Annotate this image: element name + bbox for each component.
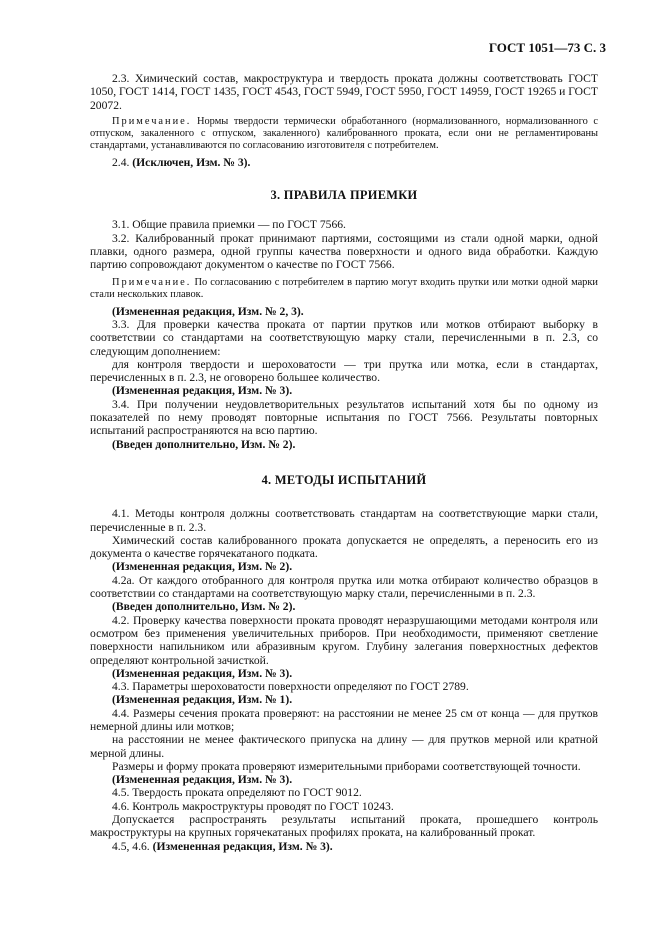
amendment-note: (Исключен, Изм. № 3).: [132, 155, 251, 169]
paragraph-4-2a: 4.2а. От каждого отобранного для контроля прутка или мотка отбирают количество образцов в соответствии со стандартами на соответствующую марку стали, перечисленными в п. 2.3.: [90, 573, 598, 601]
amendment-note: (Измененная редакция, Изм. № 3).: [112, 773, 293, 787]
amendment-note: (Измененная редакция, Изм. № 1).: [112, 693, 293, 707]
section-4-heading: 4. МЕТОДЫ ИСПЫТАНИЙ: [261, 472, 427, 487]
paragraph-number: 2.4.: [112, 155, 133, 169]
amendment-note: (Измененная редакция, Изм. № 3).: [152, 839, 333, 853]
paragraph-3-3: 3.3. Для проверки качества проката от партии прутков или мотков отбирают выборку в соответствии со стандартами на соответствующую марку стали, перечисленными в п. 2.3, со следующим дополнением:: [90, 317, 598, 358]
note-hardness: [90, 116, 598, 152]
paragraph-4-3: 4.3. Параметры шероховатости поверхности определяют по ГОСТ 2789.: [112, 680, 469, 694]
paragraph-4-4-measured: на расстоянии не менее фактического припуска на длину — для прутков мерной или кратной мерной длины.: [90, 733, 598, 760]
amendment-note: (Измененная редакция, Изм. № 3).: [112, 666, 293, 680]
note-label: Примечание.: [112, 276, 192, 288]
paragraph-3-4: 3.4. При получении неудовлетворительных результатов испытаний хотя бы по одному из показателей по нему проводят повторные испытания по ГОСТ 7566. Результаты повторных испытаний распространяются на всю партию.: [90, 397, 598, 438]
paragraph-4-1-chemical: Химический состав калиброванного проката допускается не определять, а переносить его из документа о качестве горячекатаного подката.: [90, 533, 598, 561]
paragraph-4-5: 4.5. Твердость проката определяют по ГОСТ 9012.: [112, 786, 362, 800]
amendment-note: (Измененная редакция, Изм. № 3).: [112, 384, 293, 398]
amendment-note: (Измененная редакция, Изм. № 2).: [112, 560, 293, 574]
paragraph-4-6-macro: Допускается распространять результаты испытаний проката, прошедшего контроль макроструктуры на крупных горячекатаных профилях проката, на калиброванный прокат.: [90, 813, 598, 840]
note-text: Нормы твердости термически обработанного (нормализованного, нормализованного с отпуском, закаленного с отпуском, закаленного) калиброванного проката, если они не регламентированы стандартами, устанавливаются по согласованию изготовителя с потребителем.: [90, 115, 598, 151]
paragraph-3-3-addition: для контроля твердости и шероховатости — три прутка или мотка, если в стандартах, перечисленных в п. 2.3, не оговорено большее количество.: [90, 357, 598, 385]
note-batches: [90, 277, 598, 301]
note-label: Примечание.: [112, 115, 192, 127]
paragraph-4-1: 4.1. Методы контроля должны соответствовать стандартам на соответствующие марки стали, перечисленные в п. 2.3.: [90, 507, 598, 534]
paragraph-4-6: 4.6. Контроль макроструктуры проводят по ГОСТ 10243.: [112, 799, 394, 813]
paragraph-2-3: 2.3. Химический состав, макроструктура и твердость проката должны соответствовать ГОСТ 1050, ГОСТ 1414, ГОСТ 1435, ГОСТ 4543, ГОСТ 5949, ГОСТ 5950, ГОСТ 14959, ГОСТ 19265 и ГОСТ 20072.: [90, 72, 598, 112]
paragraph-number: 4.5, 4.6.: [112, 839, 153, 853]
paragraph-3-1: 3.1. Общие правила приемки — по ГОСТ 7566.: [112, 218, 346, 232]
paragraph-4-4: 4.4. Размеры сечения проката проверяют: на расстоянии не менее 25 см от конца — для прутков немерной длины или мотков;: [90, 706, 598, 733]
amendment-note: (Введен дополнительно, Изм. № 2).: [112, 600, 296, 614]
page-content: [90, 72, 598, 853]
section-3-heading: 3. ПРАВИЛА ПРИЕМКИ: [270, 188, 418, 203]
page-header: ГОСТ 1051—73 С. 3: [488, 40, 606, 55]
paragraph-4-2: 4.2. Проверку качества поверхности проката проводят неразрушающими методами контроля или осмотром без применения увеличительных приборов. При необходимости, применяют светление поверхности напильником или абразивным кругом. Глубину залегания поверхностных дефектов определяют контрольной зачисткой.: [90, 613, 598, 667]
paragraph-4-4-instruments: Размеры и форму проката проверяют измерительными приборами соответствующей точности.: [112, 759, 581, 773]
amendment-note: (Введен дополнительно, Изм. № 2).: [112, 437, 296, 451]
paragraph-4-5-4-6: [90, 840, 598, 853]
note-text: По согласованию с потребителем в партию могут входить прутки или мотки одной марки стали нескольких плавок.: [90, 276, 598, 300]
paragraph-2-4: [90, 156, 598, 169]
amendment-note: (Измененная редакция, Изм. № 2, 3).: [112, 304, 304, 318]
paragraph-3-2: 3.2. Калиброванный прокат принимают партиями, состоящими из стали одной марки, одной плавки, одного размера, одной группы качества поверхности и одного вида обработки. Каждую партию сопровождают документом о качестве по ГОСТ 7566.: [90, 231, 598, 272]
